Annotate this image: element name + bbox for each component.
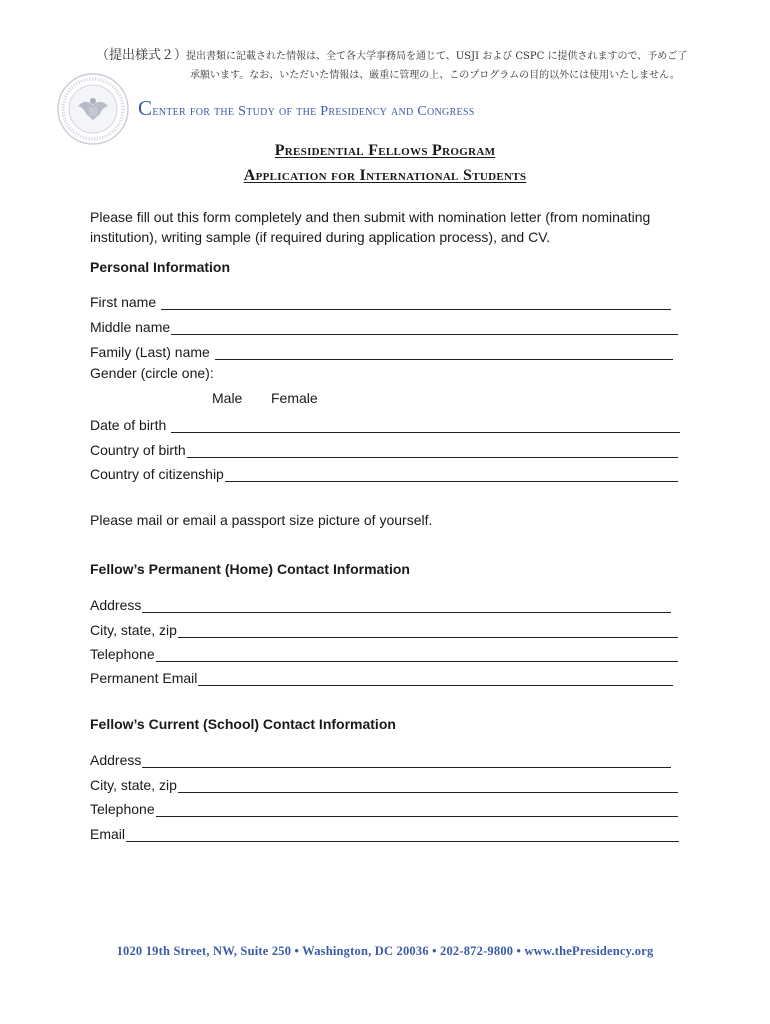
country-of-citizenship-input-line[interactable]	[225, 466, 678, 482]
middle-name-input-line[interactable]	[171, 319, 678, 335]
application-title: Application for International Students	[243, 167, 527, 184]
current-address-label: Address	[90, 752, 142, 768]
instructions: Please fill out this form completely and then submit with nomination letter (from nominating institution), writing sample (if required during application process), and CV.	[90, 209, 651, 245]
form-title	[0, 138, 770, 188]
permanent-city-input-line[interactable]	[178, 622, 678, 638]
current-telephone-field[interactable]	[90, 797, 678, 817]
permanent-email-label: Permanent Email	[90, 670, 198, 686]
notice-line-1: 提出書類に記載された情報は、全て各大学事務局を通じて、USJI および CSPC に提供されますので、予めご了	[186, 51, 688, 62]
gender-option-female[interactable]: Female	[271, 390, 318, 406]
family-name-field[interactable]	[90, 340, 673, 360]
country-of-birth-field[interactable]	[90, 438, 678, 458]
permanent-contact-heading: Fellow’s Permanent (Home) Contact Information	[90, 561, 410, 577]
current-telephone-input-line[interactable]	[156, 801, 678, 817]
country-of-citizenship-label: Country of citizenship	[90, 466, 224, 482]
permanent-address-label: Address	[90, 597, 142, 613]
country-of-citizenship-field[interactable]	[90, 462, 678, 482]
family-name-label: Family (Last) name	[90, 344, 214, 360]
permanent-telephone-input-line[interactable]	[156, 646, 678, 662]
current-address-input-line[interactable]	[142, 752, 671, 768]
first-name-field[interactable]	[90, 290, 671, 310]
program-title: Presidential Fellows Program	[274, 142, 496, 159]
current-city-label: City, state, zip	[90, 777, 177, 793]
footer-address: 1020 19th Street, NW, Suite 250 • Washington, DC 20036 • 202-872-9800 • www.thePresidency.org	[116, 944, 654, 958]
permanent-telephone-label: Telephone	[90, 646, 155, 662]
personal-info-heading: Personal Information	[90, 259, 231, 275]
permanent-email-input-line[interactable]	[198, 670, 673, 686]
notice-line-2: 承願います。なお、いただいた情報は、厳重に管理の上、このプログラムの目的以外には使用いたしません。	[190, 70, 680, 81]
middle-name-label: Middle name	[90, 319, 171, 335]
current-email-field[interactable]	[90, 822, 679, 842]
middle-name-field[interactable]	[90, 315, 678, 335]
japanese-notice	[96, 46, 736, 85]
dob-input-line[interactable]	[171, 417, 680, 433]
current-city-input-line[interactable]	[178, 777, 678, 793]
first-name-input-line[interactable]	[161, 294, 671, 310]
current-email-label: Email	[90, 826, 126, 842]
gender-label: Gender (circle one):	[90, 365, 214, 381]
current-email-input-line[interactable]	[126, 826, 679, 842]
current-telephone-label: Telephone	[90, 801, 155, 817]
family-name-input-line[interactable]	[215, 344, 673, 360]
permanent-city-label: City, state, zip	[90, 622, 177, 638]
permanent-telephone-field[interactable]	[90, 642, 678, 662]
photo-instruction: Please mail or email a passport size picture of yourself.	[90, 512, 433, 528]
permanent-city-field[interactable]	[90, 618, 678, 638]
dob-label: Date of birth	[90, 417, 171, 433]
form-number: （提出様式２）	[96, 48, 188, 63]
current-address-field[interactable]	[90, 748, 671, 768]
permanent-address-input-line[interactable]	[142, 597, 671, 613]
first-name-label: First name	[90, 294, 161, 310]
permanent-email-field[interactable]	[90, 666, 673, 686]
gender-option-male[interactable]: Male	[212, 390, 243, 406]
current-contact-heading: Fellow’s Current (School) Contact Information	[90, 716, 396, 732]
dob-field[interactable]	[90, 413, 680, 433]
permanent-address-field[interactable]	[90, 593, 671, 613]
country-of-birth-label: Country of birth	[90, 442, 186, 458]
country-of-birth-input-line[interactable]	[187, 442, 678, 458]
current-city-field[interactable]	[90, 773, 678, 793]
presidential-seal-icon	[56, 72, 130, 146]
organization-name: Center for the Study of the Presidency and Congress	[138, 96, 475, 120]
